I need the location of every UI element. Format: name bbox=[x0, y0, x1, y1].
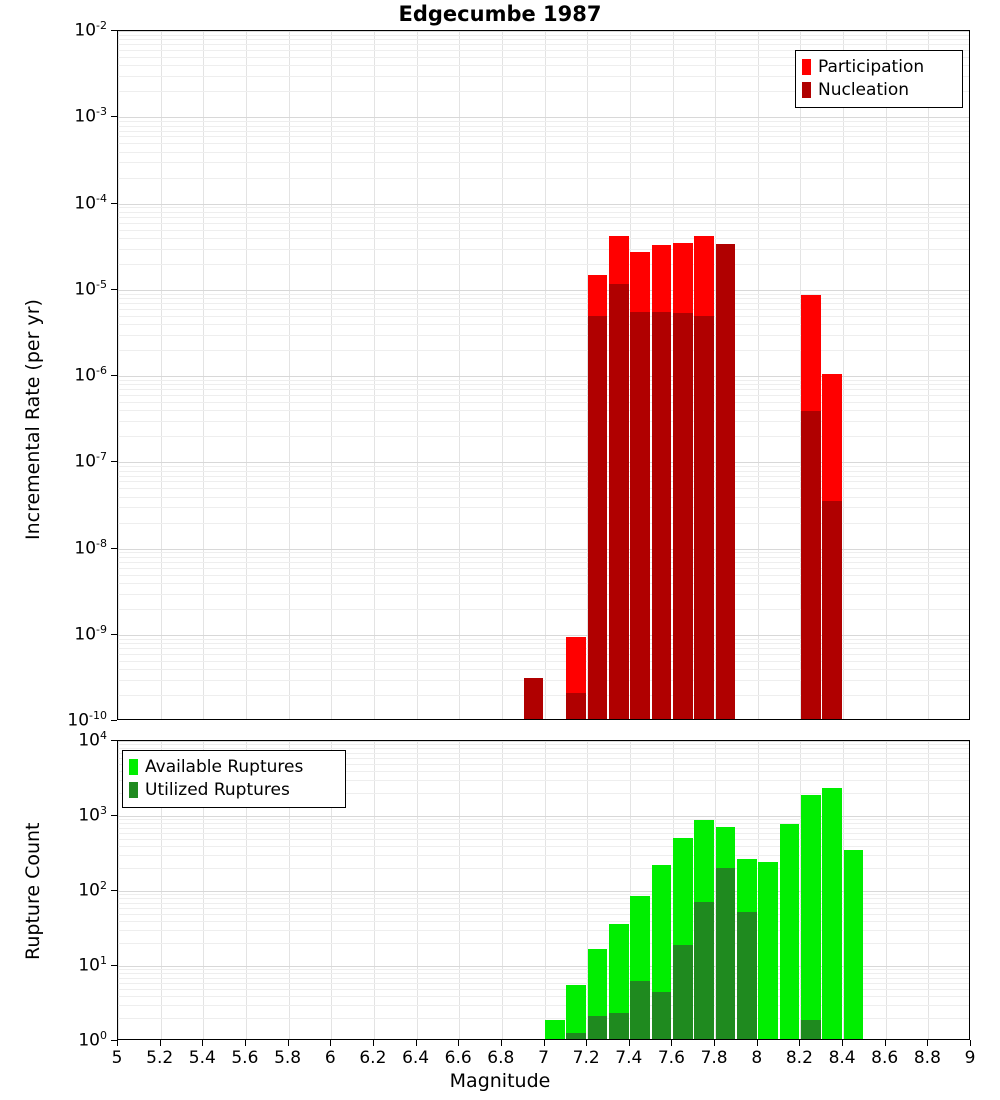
legend-item bbox=[129, 779, 338, 802]
x-tick-label: 5 bbox=[111, 1048, 123, 1068]
bar-sub bbox=[588, 1016, 608, 1039]
y-tick-mark bbox=[111, 815, 117, 816]
gridline-horizontal bbox=[118, 31, 969, 32]
y-tick-mark bbox=[111, 548, 117, 549]
y-tick-mark bbox=[111, 461, 117, 462]
legend-label: Available Ruptures bbox=[145, 757, 304, 777]
bar-total bbox=[758, 862, 778, 1039]
gridline-vertical bbox=[161, 31, 162, 719]
bar-sub bbox=[652, 312, 672, 719]
gridline-vertical bbox=[331, 31, 332, 719]
y-tick-label: $10^3$ bbox=[78, 804, 107, 826]
gridline-vertical bbox=[374, 741, 375, 1039]
gridline-horizontal bbox=[118, 316, 969, 317]
x-tick-mark bbox=[373, 1040, 374, 1046]
bar-sub bbox=[801, 1020, 821, 1039]
bar-sub bbox=[524, 678, 544, 719]
gridline-vertical bbox=[928, 31, 929, 719]
bar-sub bbox=[630, 981, 650, 1039]
top-legend bbox=[795, 50, 963, 108]
gridline-horizontal bbox=[118, 39, 969, 40]
y-tick-label: $10^{-10}$ bbox=[67, 709, 107, 731]
x-tick-label: 6.2 bbox=[359, 1048, 387, 1068]
gridline-vertical bbox=[886, 741, 887, 1039]
bar-sub bbox=[652, 992, 672, 1040]
x-tick-label: 7.8 bbox=[700, 1048, 728, 1068]
bar-sub bbox=[716, 244, 736, 719]
y-tick-label: $10^{-5}$ bbox=[74, 277, 107, 300]
x-tick-mark bbox=[160, 1040, 161, 1046]
x-tick-label: 5.6 bbox=[231, 1048, 259, 1068]
y-tick-label: $10^{-6}$ bbox=[74, 364, 107, 386]
x-tick-label: 9 bbox=[964, 1048, 976, 1068]
gridline-horizontal bbox=[118, 238, 969, 239]
legend-item bbox=[129, 756, 338, 779]
x-tick-label: 8.8 bbox=[913, 1048, 941, 1068]
bar-sub bbox=[801, 411, 821, 719]
y-tick-label: $10^{-2}$ bbox=[74, 19, 107, 41]
x-tick-label: 7.2 bbox=[572, 1048, 600, 1068]
legend-swatch bbox=[802, 59, 811, 75]
x-tick-mark bbox=[501, 1040, 502, 1046]
x-tick-mark bbox=[970, 1040, 971, 1046]
x-tick-mark bbox=[885, 1040, 886, 1046]
gridline-vertical bbox=[118, 31, 119, 719]
gridline-vertical bbox=[758, 31, 759, 719]
y-tick-label: $10^{-8}$ bbox=[74, 536, 107, 559]
legend-item bbox=[802, 79, 955, 102]
y-tick-label: $10^0$ bbox=[78, 1029, 107, 1051]
y-tick-mark bbox=[111, 965, 117, 966]
gridline-horizontal bbox=[118, 117, 969, 118]
bar-sub bbox=[822, 501, 842, 719]
y-tick-mark bbox=[111, 720, 117, 721]
y-tick-label: $10^2$ bbox=[78, 879, 107, 901]
x-tick-label: 6.8 bbox=[487, 1048, 515, 1068]
gridline-horizontal bbox=[118, 121, 969, 122]
bar-sub bbox=[694, 316, 714, 719]
x-tick-mark bbox=[757, 1040, 758, 1046]
gridline-vertical bbox=[502, 741, 503, 1039]
gridline-horizontal bbox=[118, 152, 969, 153]
bar-sub bbox=[630, 312, 650, 719]
bar-sub bbox=[737, 912, 757, 1039]
bottom-legend bbox=[122, 750, 346, 808]
gridline-vertical bbox=[886, 31, 887, 719]
gridline-horizontal bbox=[118, 162, 969, 163]
x-tick-label: 7.6 bbox=[657, 1048, 685, 1068]
x-tick-mark bbox=[799, 1040, 800, 1046]
gridline-vertical bbox=[459, 31, 460, 719]
y-tick-mark bbox=[111, 634, 117, 635]
x-tick-label: 6.4 bbox=[402, 1048, 430, 1068]
gridline-vertical bbox=[545, 741, 546, 1039]
x-tick-mark bbox=[416, 1040, 417, 1046]
gridline-horizontal bbox=[118, 324, 969, 325]
bar-sub bbox=[609, 1013, 629, 1039]
bar-sub bbox=[694, 902, 714, 1039]
y-tick-label: $10^{-4}$ bbox=[74, 191, 107, 214]
x-tick-label: 7.4 bbox=[615, 1048, 643, 1068]
bar-total bbox=[780, 824, 800, 1039]
gridline-horizontal bbox=[118, 350, 969, 351]
gridline-vertical bbox=[203, 31, 204, 719]
legend-swatch bbox=[802, 82, 811, 98]
gridline-horizontal bbox=[118, 143, 969, 144]
legend-label: Nucleation bbox=[818, 79, 910, 100]
gridline-horizontal bbox=[118, 298, 969, 299]
gridline-horizontal bbox=[118, 44, 969, 45]
bar-total bbox=[566, 985, 586, 1039]
x-tick-mark bbox=[202, 1040, 203, 1046]
bar-total bbox=[545, 1020, 565, 1039]
incremental-rate-plot bbox=[117, 30, 970, 720]
y-tick-mark bbox=[111, 890, 117, 891]
bar-sub bbox=[609, 284, 629, 719]
x-tick-label: 6.6 bbox=[444, 1048, 472, 1068]
gridline-horizontal bbox=[118, 126, 969, 127]
gridline-horizontal bbox=[118, 223, 969, 224]
y-tick-label: $10^1$ bbox=[78, 954, 107, 976]
y-tick-label: $10^4$ bbox=[78, 729, 107, 751]
gridline-horizontal bbox=[118, 744, 969, 745]
gridline-horizontal bbox=[118, 303, 969, 304]
x-tick-label: 8.6 bbox=[871, 1048, 899, 1068]
y-tick-label: $10^{-9}$ bbox=[74, 622, 107, 645]
x-tick-label: 6 bbox=[324, 1048, 336, 1068]
legend-swatch bbox=[129, 759, 138, 775]
x-tick-mark bbox=[330, 1040, 331, 1046]
gridline-vertical bbox=[289, 31, 290, 719]
gridline-horizontal bbox=[118, 335, 969, 336]
gridline-vertical bbox=[417, 31, 418, 719]
bar-sub bbox=[566, 693, 586, 719]
bar-sub bbox=[673, 945, 693, 1039]
gridline-vertical bbox=[502, 31, 503, 719]
gridline-horizontal bbox=[118, 249, 969, 250]
y-tick-mark bbox=[111, 30, 117, 31]
gridline-horizontal bbox=[118, 35, 969, 36]
x-tick-mark bbox=[288, 1040, 289, 1046]
x-tick-label: 5.4 bbox=[188, 1048, 216, 1068]
legend-swatch bbox=[129, 782, 138, 798]
x-tick-mark bbox=[927, 1040, 928, 1046]
bar-sub bbox=[673, 313, 693, 719]
bar-sub bbox=[566, 1033, 586, 1039]
gridline-vertical bbox=[459, 741, 460, 1039]
top-y-axis-label: Incremental Rate (per yr) bbox=[22, 299, 44, 540]
x-axis-label: Magnitude bbox=[449, 1070, 551, 1092]
x-tick-mark bbox=[586, 1040, 587, 1046]
bar-total bbox=[844, 850, 864, 1039]
gridline-vertical bbox=[246, 31, 247, 719]
bottom-y-axis-label: Rupture Count bbox=[22, 822, 44, 960]
x-tick-mark bbox=[458, 1040, 459, 1046]
x-tick-label: 8.2 bbox=[785, 1048, 813, 1068]
x-tick-label: 7 bbox=[538, 1048, 549, 1068]
y-tick-mark bbox=[111, 116, 117, 117]
x-tick-mark bbox=[544, 1040, 545, 1046]
gridline-vertical bbox=[118, 741, 119, 1039]
x-tick-mark bbox=[117, 1040, 118, 1046]
gridline-horizontal bbox=[118, 212, 969, 213]
gridline-horizontal bbox=[118, 136, 969, 137]
x-tick-mark bbox=[629, 1040, 630, 1046]
gridline-vertical bbox=[928, 741, 929, 1039]
gridline-vertical bbox=[545, 31, 546, 719]
bar-sub bbox=[588, 316, 608, 719]
x-tick-label: 5.2 bbox=[146, 1048, 174, 1068]
bar-sub bbox=[716, 868, 736, 1039]
y-tick-label: $10^{-7}$ bbox=[74, 450, 107, 472]
gridline-horizontal bbox=[118, 290, 969, 291]
x-tick-mark bbox=[842, 1040, 843, 1046]
legend-label: Participation bbox=[818, 57, 925, 77]
gridline-horizontal bbox=[118, 131, 969, 132]
y-tick-mark bbox=[111, 740, 117, 741]
x-tick-label: 8 bbox=[751, 1048, 763, 1068]
y-tick-mark bbox=[111, 203, 117, 204]
y-tick-mark bbox=[111, 289, 117, 290]
gridline-horizontal bbox=[118, 178, 969, 179]
legend-label: Utilized Ruptures bbox=[145, 779, 290, 800]
bar-total bbox=[822, 788, 842, 1039]
gridline-horizontal bbox=[118, 230, 969, 231]
y-tick-mark bbox=[111, 375, 117, 376]
gridline-horizontal bbox=[118, 207, 969, 208]
gridline-horizontal bbox=[118, 294, 969, 295]
chart-title: Edgecumbe 1987 bbox=[398, 2, 602, 26]
y-tick-label: $10^{-3}$ bbox=[74, 105, 107, 127]
gridline-horizontal bbox=[118, 217, 969, 218]
x-tick-label: 5.8 bbox=[274, 1048, 302, 1068]
x-tick-mark bbox=[245, 1040, 246, 1046]
gridline-horizontal bbox=[118, 309, 969, 310]
gridline-vertical bbox=[417, 741, 418, 1039]
gridline-horizontal bbox=[118, 741, 969, 742]
gridline-horizontal bbox=[118, 264, 969, 265]
gridline-horizontal bbox=[118, 204, 969, 205]
x-tick-mark bbox=[714, 1040, 715, 1046]
x-tick-mark bbox=[671, 1040, 672, 1046]
x-tick-label: 8.4 bbox=[828, 1048, 856, 1068]
gridline-vertical bbox=[843, 31, 844, 719]
gridline-vertical bbox=[374, 31, 375, 719]
bar-total bbox=[801, 795, 821, 1039]
legend-item bbox=[802, 56, 955, 79]
